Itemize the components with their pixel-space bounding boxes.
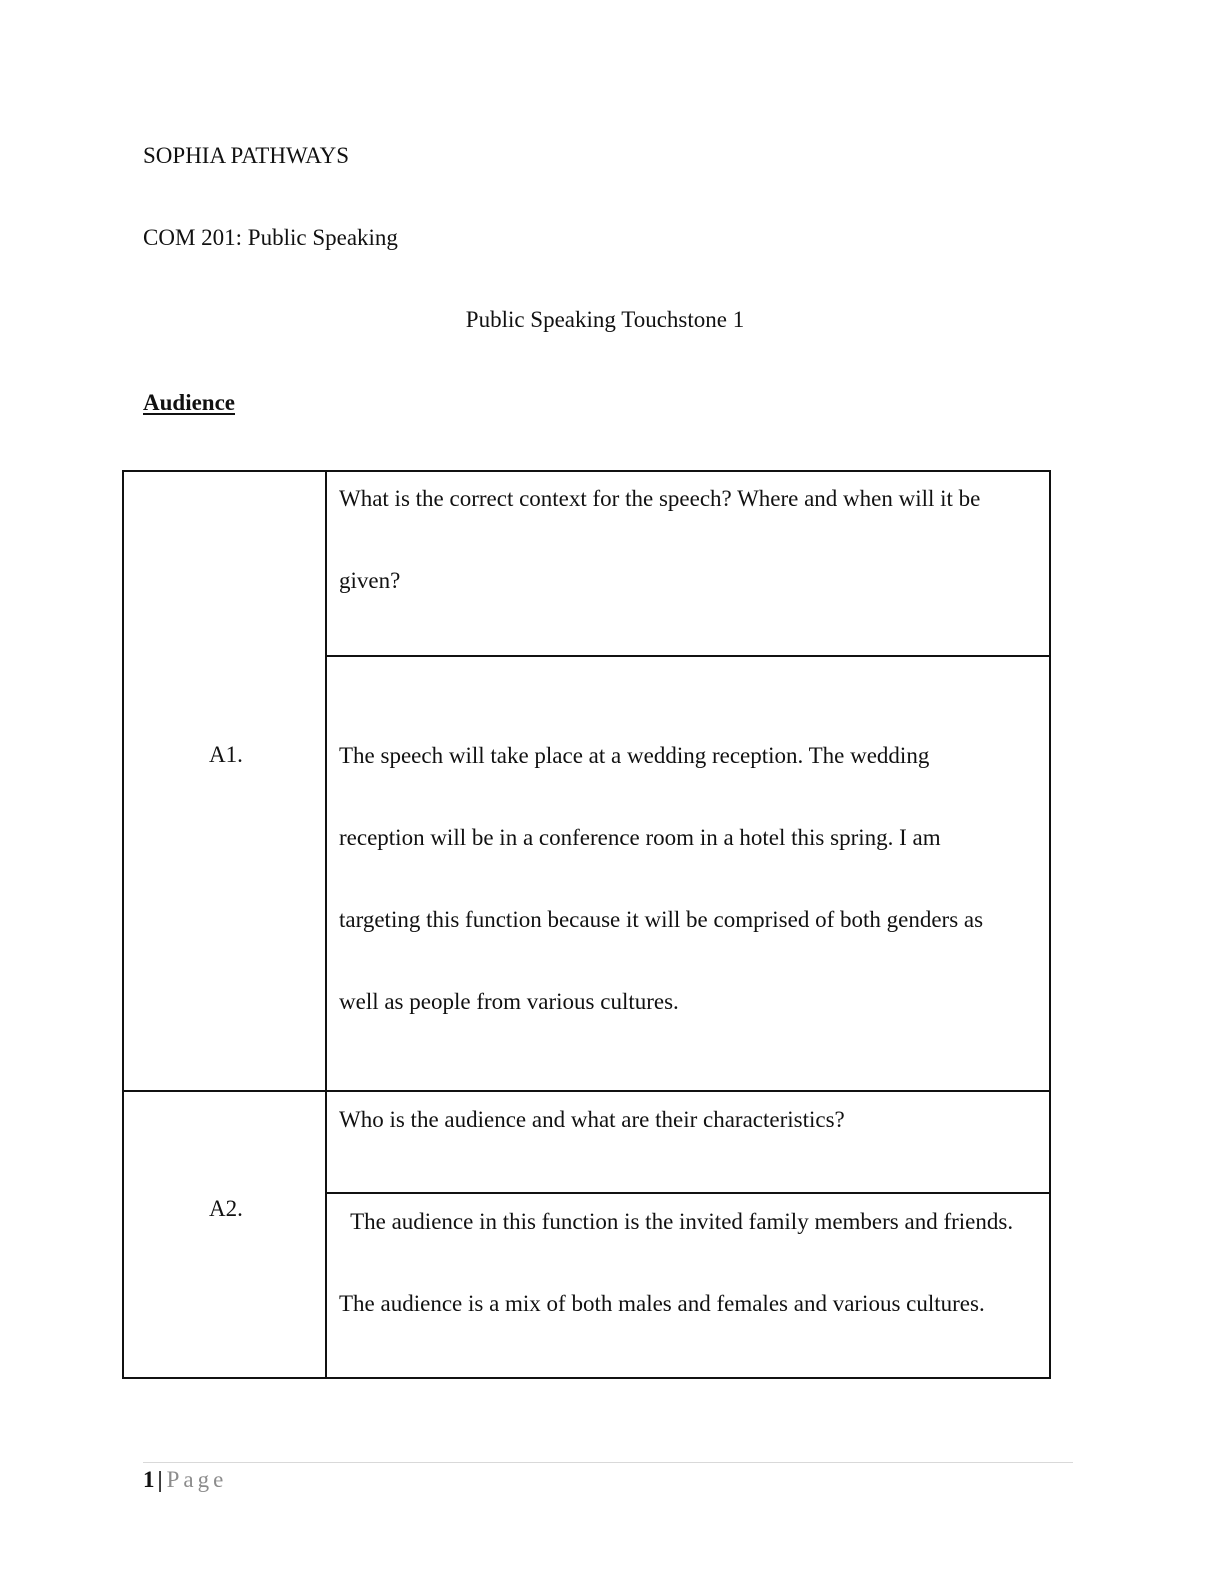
question-line: What is the correct context for the speech? Where and when will it be: [339, 486, 981, 511]
page-label: Page: [166, 1467, 228, 1492]
question-line: Who is the audience and what are their characteristics?: [339, 1107, 845, 1132]
answer-cell: [327, 657, 1049, 1090]
document-title: Public Speaking Touchstone 1: [465, 307, 745, 332]
row-label-cell: [124, 472, 327, 1090]
answer-line: targeting this function because it will be comprised of both genders as: [339, 907, 984, 932]
question-cell: [327, 1090, 1049, 1194]
answer-line: reception will be in a conference room in a hotel this spring. I am: [339, 825, 941, 850]
answer-line: well as people from various cultures.: [339, 989, 679, 1014]
page-separator: |: [157, 1467, 163, 1492]
course-title: COM 201: Public Speaking: [143, 225, 398, 250]
row-label: A1.: [209, 742, 243, 767]
section-heading: Audience: [143, 390, 235, 415]
question-line: given?: [339, 568, 401, 593]
question-cell: [327, 472, 1049, 657]
answer-line: The audience is a mix of both males and females and various cultures.: [339, 1291, 985, 1316]
page-number: 1: [143, 1467, 155, 1492]
footer-divider: [143, 1462, 1073, 1463]
audience-table: [122, 470, 1051, 1379]
institution-name: SOPHIA PATHWAYS: [143, 143, 350, 168]
answer-line: The audience in this function is the invited family members and friends.: [339, 1209, 1014, 1234]
row-label: A2.: [209, 1196, 243, 1221]
answer-cell: [327, 1194, 1049, 1379]
page-footer: [143, 1466, 227, 1494]
answer-line: The speech will take place at a wedding reception. The wedding: [339, 743, 930, 768]
row-label-cell: [124, 1090, 327, 1379]
